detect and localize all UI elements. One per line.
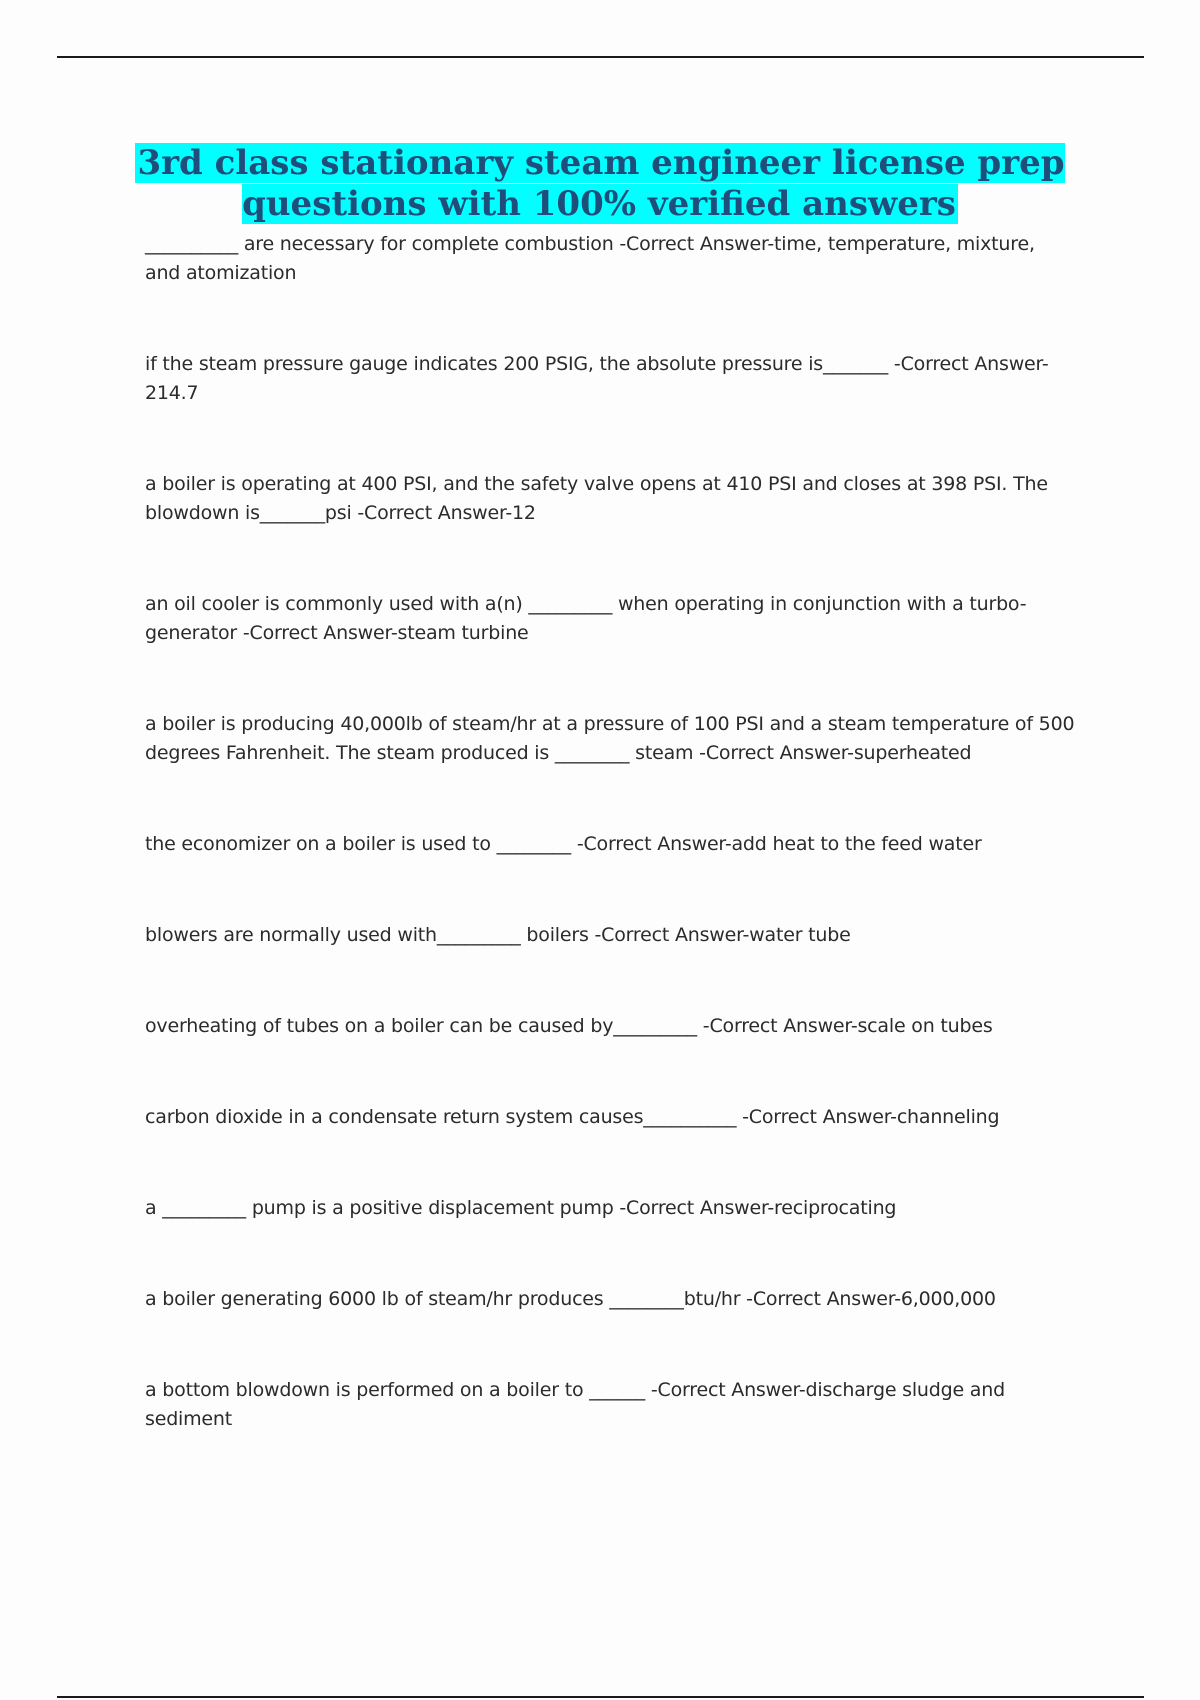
qa-item: an oil cooler is commonly used with a(n) _________ when operating in conjunction with a turbo-generator -Correct Answer-steam turbine <box>145 593 1027 644</box>
title-highlight: 3rd class stationary steam engineer license prep questions with 100% verified answers <box>137 143 1065 224</box>
header-rule <box>57 56 1144 58</box>
qa-item: a boiler is operating at 400 PSI, and the safety valve opens at 410 PSI and closes at 398 PSI. The blowdown is_______psi -Correct Answer-12 <box>145 473 1048 524</box>
qa-item: a boiler is producing 40,000lb of steam/hr at a pressure of 100 PSI and a steam temperature of 500 degrees Fahrenheit. The steam produced is ________ steam -Correct Answer-superheated <box>145 713 1075 764</box>
qa-item: blowers are normally used with_________ boilers -Correct Answer-water tube <box>145 924 851 946</box>
question-answer-list <box>145 230 1075 1434</box>
qa-item: the economizer on a boiler is used to ________ -Correct Answer-add heat to the feed water <box>145 833 982 855</box>
qa-item: a _________ pump is a positive displacement pump -Correct Answer-reciprocating <box>145 1197 897 1219</box>
qa-item: __________ are necessary for complete combustion -Correct Answer-time, temperature, mixture, and atomization <box>145 233 1035 284</box>
qa-item: if the steam pressure gauge indicates 200 PSIG, the absolute pressure is_______ -Correct Answer-214.7 <box>145 353 1049 404</box>
document-title <box>130 143 1070 225</box>
qa-item: carbon dioxide in a condensate return system causes__________ -Correct Answer-channeling <box>145 1106 1000 1128</box>
qa-item: overheating of tubes on a boiler can be caused by_________ -Correct Answer-scale on tubes <box>145 1015 993 1037</box>
footer-rule <box>57 1696 1144 1698</box>
qa-item: a bottom blowdown is performed on a boiler to ______ -Correct Answer-discharge sludge and sediment <box>145 1379 1005 1430</box>
qa-item: a boiler generating 6000 lb of steam/hr produces ________btu/hr -Correct Answer-6,000,000 <box>145 1288 996 1310</box>
